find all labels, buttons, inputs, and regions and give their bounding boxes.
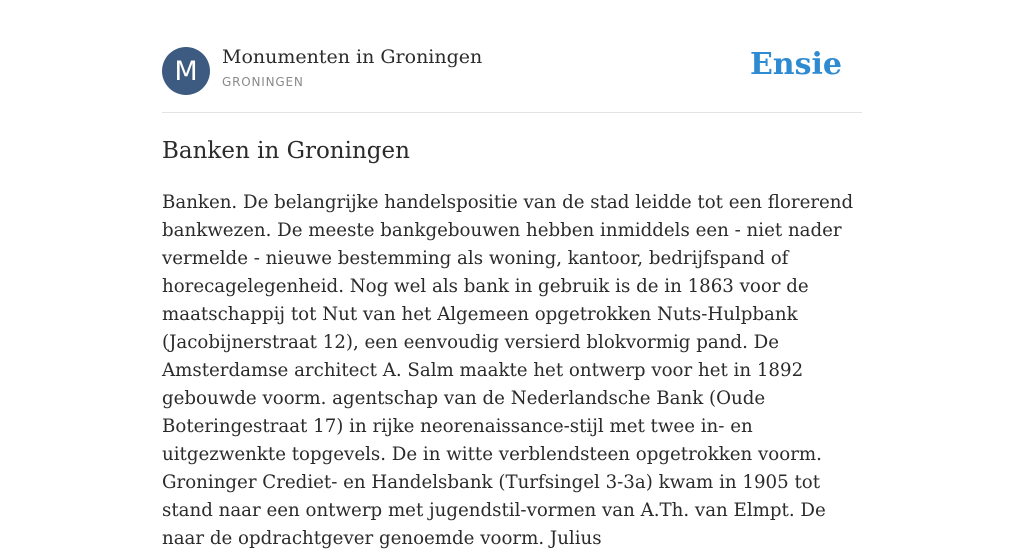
source-location-label: GRONINGEN	[222, 75, 304, 89]
source-avatar[interactable]: M	[162, 47, 210, 95]
article-body: Banken. De belangrijke handelspositie van de stad leidde tot een florerend bankwezen. De meeste bankgebouwen hebben inmiddels een - niet nader vermelde - nieuwe bestemming als woning, kantoor, bedrijfspand of horecagelegenheid. Nog wel als bank in gebruik is de in 1863 voor de maatschappij tot Nut van het Algemeen opgetrokken Nuts-Hulpbank (Jacobijnerstraat 12), een eenvoudig versierd blokvormig pand. De Amsterdamse architect A. Salm maakte het ontwerp voor het in 1892 gebouwde voorm. agentschap van de Nederlandsche Bank (Oude Boteringestraat 17) in rijke neorenaissance-stijl met twee in- en uitgezwenkte topgevels. De in witte verblendsteen opgetrokken voorm. Groninger Crediet- en Handelsbank (Turfsingel 3-3a) kwam in 1905 tot stand naar een ontwerp met jugendstil-vormen van A.Th. van Elmpt. De naar de opdrachtgever genoemde voorm. Julius	[162, 192, 854, 549]
source-header	[162, 0, 862, 113]
source-title-link[interactable]: Monumenten in Groningen	[222, 46, 483, 68]
ensie-logo-link[interactable]: Ensie	[749, 47, 842, 82]
article-title: Banken in Groningen	[162, 138, 410, 164]
article-card	[162, 0, 862, 549]
